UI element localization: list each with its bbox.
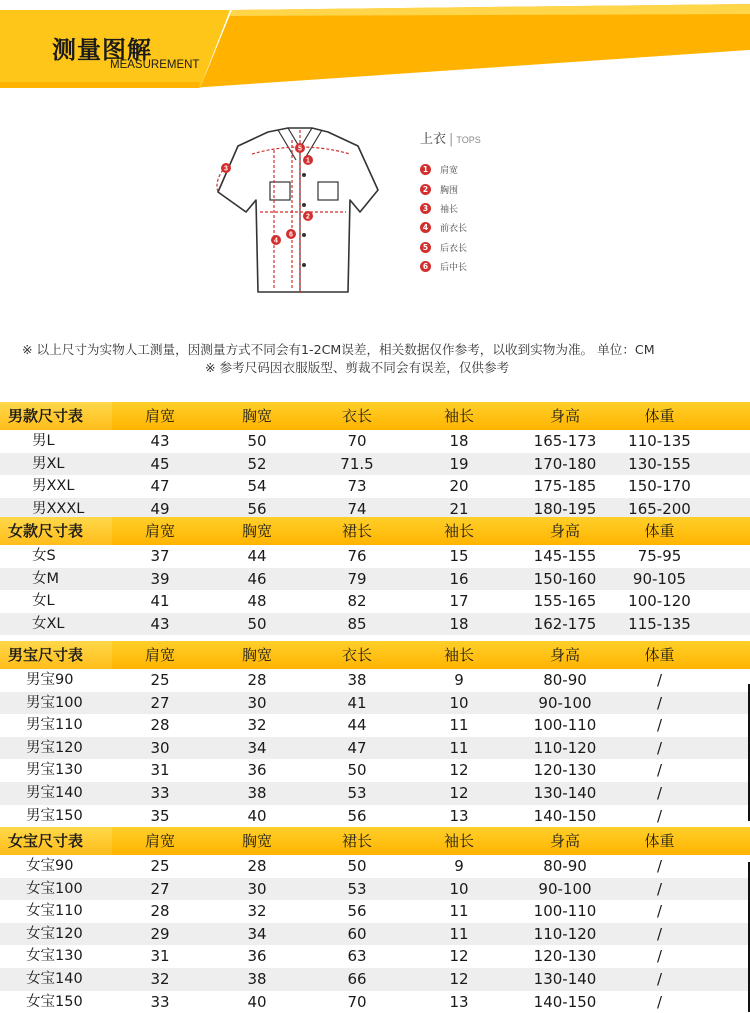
table-cell: 32 [247,902,267,921]
table-cell: / [656,806,663,825]
table-cell: 90-100 [538,693,592,712]
table-cell: 80-90 [543,671,587,689]
table-cell: 11 [449,924,469,943]
size-label: 女S [32,548,56,564]
table-cell: / [656,879,663,898]
column-header: 身高 [549,832,580,850]
column-header: 肩宽 [144,407,175,425]
table-cell: 120-130 [533,761,597,780]
table-cell: 21 [449,499,469,518]
table-cell: 18 [449,614,469,633]
table-cell: 145-155 [533,547,597,565]
legend-label: 胸围 [440,185,459,196]
table-row [0,430,750,453]
table-cell: 32 [150,969,170,988]
table-cell: 50 [247,432,267,450]
table-cell: 12 [449,761,469,780]
legend-item [420,257,540,276]
table-cell: 11 [449,716,469,735]
table-row [0,878,750,901]
table-row [0,669,750,692]
title-separator: | [449,132,454,147]
table-cell: 50 [347,761,367,780]
table-cell: 140-150 [533,806,597,825]
table-cell: 16 [449,569,469,588]
measurement-legend [420,160,540,276]
size-label: 男宝120 [26,739,83,756]
header-banner [0,0,750,88]
table-cell: 60 [347,924,367,943]
svg-text:3: 3 [224,165,228,173]
size-label: 男宝130 [26,762,83,779]
table-cell: 31 [150,947,170,966]
table-cell: 170-180 [533,454,597,473]
table-cell: 56 [347,902,367,921]
table-cell: 46 [247,569,267,588]
column-header: 体重 [644,832,675,850]
table-cell: 70 [347,992,367,1011]
table-cell: 15 [449,547,469,565]
table-row [0,737,750,760]
legend-label: 后衣长 [440,243,468,254]
legend-item [420,238,540,257]
table-cell: 110-135 [628,432,691,450]
table-cell: 9 [454,857,464,875]
svg-text:1: 1 [306,157,310,165]
table-header [0,827,750,855]
legend-number: 3 [420,203,431,214]
table-row [0,923,750,946]
legend-item [420,160,540,179]
table-cell: 47 [347,738,367,757]
table-cell: / [656,969,663,988]
table-cell: / [656,738,663,757]
size-label: 男L [32,433,55,449]
table-cell: 39 [150,569,170,588]
table-cell: 17 [449,592,469,610]
table-cell: / [656,924,663,943]
diagram-title [420,128,481,147]
table-cell: 33 [150,783,170,802]
legend-item [420,199,540,218]
table-cell: 36 [247,947,267,966]
table-cell: 49 [150,499,170,518]
table-cell: 150-160 [533,569,597,588]
svg-text:6: 6 [289,231,293,239]
table-cell: 10 [449,693,469,712]
table-title: 男款尺寸表 [0,402,112,430]
table-cell: 180-195 [533,499,597,518]
size-label: 女L [32,593,55,609]
table-cell: 120-130 [533,947,597,966]
size-label: 女宝90 [26,858,74,874]
column-header: 肩宽 [144,832,175,850]
table-cell: 48 [247,592,267,610]
table-cell: 28 [150,716,170,735]
size-label: 男宝90 [26,672,74,688]
table-cell: 27 [150,693,170,712]
table-cell: 12 [449,783,469,802]
page-subtitle: MEASUREMENT [110,59,200,71]
table-row [0,855,750,878]
table-cell: 44 [347,716,367,735]
size-label: 男宝110 [26,717,83,734]
table-cell: 28 [150,902,170,921]
table-cell: 53 [347,879,367,898]
column-header: 身高 [549,522,580,540]
table-cell: 175-185 [533,477,597,495]
svg-text:4: 4 [274,237,278,245]
column-header: 胸宽 [241,646,272,664]
table-header [0,402,750,430]
size-table [0,827,750,1013]
table-cell: 70 [347,432,367,450]
column-header: 衣长 [341,646,372,664]
table-cell: 38 [247,783,267,802]
table-cell: 130-140 [533,969,597,988]
shirt-diagram [200,120,380,305]
table-cell: 12 [449,947,469,966]
table-cell: / [656,947,663,966]
table-cell: 100-120 [628,592,691,610]
table-row [0,692,750,715]
table-cell: 34 [247,738,267,757]
table-cell: 71.5 [340,454,374,473]
table-cell: 155-165 [533,592,597,610]
table-row [0,590,750,613]
table-cell: 28 [247,671,267,689]
table-header [0,641,750,669]
table-cell: 54 [247,477,267,495]
size-label: 女宝110 [26,903,83,920]
size-label: 男XXL [32,478,75,494]
table-cell: 110-120 [533,738,597,757]
table-cell: 41 [347,693,367,712]
table-cell: 30 [247,693,267,712]
table-cell: 76 [347,547,367,565]
legend-label: 前衣长 [440,224,468,235]
legend-label: 肩宽 [440,166,459,177]
table-cell: 30 [247,879,267,898]
column-header: 袖长 [443,832,474,850]
column-header: 袖长 [443,522,474,540]
table-row [0,991,750,1013]
table-header [0,517,750,545]
table-cell: 130-155 [628,454,691,473]
table-row [0,568,750,591]
column-header: 肩宽 [144,646,175,664]
table-cell: 36 [247,761,267,780]
table-cell: 10 [449,879,469,898]
table-cell: 40 [247,992,267,1011]
size-label: 女宝130 [26,948,83,965]
table-cell: 79 [347,569,367,588]
table-cell: / [656,992,663,1011]
legend-number: 4 [420,222,431,233]
legend-label: 后中长 [440,263,468,274]
page-title: 测量图解 [52,36,152,64]
legend-number: 1 [420,164,431,175]
table-row [0,714,750,737]
size-label: 女宝120 [26,925,83,942]
table-cell: 13 [449,806,469,825]
column-header: 肩宽 [144,522,175,540]
table-row [0,900,750,923]
table-cell: / [656,716,663,735]
table-cell: 43 [150,432,170,450]
diagram-title-cn: 上衣 [420,132,447,147]
size-label: 女宝150 [26,993,83,1010]
table-cell: 66 [347,969,367,988]
column-header: 胸宽 [241,407,272,425]
table-cell: 27 [150,879,170,898]
table-cell: / [656,693,663,712]
table-cell: 140-150 [533,992,597,1011]
table-cell: 35 [150,806,170,825]
column-header: 体重 [644,646,675,664]
size-table [0,517,750,635]
table-cell: 28 [247,857,267,875]
table-cell: 30 [150,738,170,757]
table-row [0,945,750,968]
legend-item [420,218,540,237]
table-cell: 75-95 [637,547,682,565]
table-cell: 130-140 [533,783,597,802]
table-cell: 38 [247,969,267,988]
table-cell: 38 [347,671,367,689]
table-cell: 33 [150,992,170,1011]
table-cell: 25 [150,857,170,875]
table-cell: 29 [150,924,170,943]
table-cell: 40 [247,806,267,825]
table-cell: / [656,671,663,689]
column-header: 袖长 [443,407,474,425]
table-cell: 12 [449,969,469,988]
table-cell: 25 [150,671,170,689]
table-row [0,782,750,805]
table-cell: 44 [247,547,267,565]
size-label: 女宝100 [26,880,83,897]
measurement-note: ※ 以上尺寸为实物人工测量，因测量方式不同会有1-2CM误差，相关数据仅作参考，以收到实物为准。 单位：CM [22,342,655,357]
size-table [0,402,750,520]
column-header: 身高 [549,646,580,664]
column-header: 裙长 [341,832,372,850]
table-row [0,968,750,991]
table-cell: 52 [247,454,267,473]
legend-number: 6 [420,261,431,272]
table-cell: 11 [449,902,469,921]
table-cell: 115-135 [628,614,691,633]
legend-number: 5 [420,242,431,253]
table-cell: 18 [449,432,469,450]
size-note: ※ 参考尺码因衣服版型、剪裁不同会有误差，仅供参考 [205,360,510,375]
size-label: 女宝140 [26,970,83,987]
svg-text:2: 2 [306,213,310,221]
size-table [0,641,750,827]
table-cell: 80-90 [543,857,587,875]
table-cell: 19 [449,454,469,473]
table-cell: / [656,857,663,875]
table-row [0,475,750,498]
table-cell: 53 [347,783,367,802]
table-cell: 41 [150,592,170,610]
size-label: 男宝100 [26,694,83,711]
table-cell: 90-105 [632,569,687,588]
table-cell: 74 [347,499,367,518]
table-cell: 150-170 [628,477,691,495]
table-cell: 63 [347,947,367,966]
column-header: 体重 [644,522,675,540]
table-cell: 90-100 [538,879,592,898]
legend-item [420,179,540,198]
table-cell: 37 [150,547,170,565]
column-header: 袖长 [443,646,474,664]
table-cell: 32 [247,716,267,735]
table-cell: / [656,761,663,780]
table-cell: 110-120 [533,924,597,943]
table-cell: 11 [449,738,469,757]
table-title: 女宝尺寸表 [0,827,112,855]
table-cell: / [656,783,663,802]
table-cell: 45 [150,454,170,473]
table-row [0,545,750,568]
table-cell: 31 [150,761,170,780]
size-label: 男XL [32,455,65,472]
table-title: 女款尺寸表 [0,517,112,545]
column-header: 衣长 [341,407,372,425]
column-header: 胸宽 [241,832,272,850]
table-row [0,805,750,828]
table-cell: 50 [247,614,267,633]
table-cell: 165-173 [533,432,597,450]
table-cell: 165-200 [628,499,691,518]
legend-label: 袖长 [440,204,459,215]
table-cell: 9 [454,671,464,689]
table-cell: 162-175 [533,614,597,633]
table-cell: 100-110 [533,902,597,921]
table-cell: 82 [347,592,367,610]
table-cell: 100-110 [533,716,597,735]
size-label: 男宝150 [26,807,83,824]
table-cell: 50 [347,857,367,875]
table-row [0,453,750,476]
table-cell: 43 [150,614,170,633]
table-cell: 20 [449,477,469,495]
svg-text:5: 5 [298,145,302,153]
table-cell: 56 [247,499,267,518]
column-header: 体重 [644,407,675,425]
size-label: 女M [32,570,60,587]
table-cell: 73 [347,477,367,495]
size-label: 男宝140 [26,784,83,801]
column-header: 裙长 [341,522,372,540]
diagram-title-en: TOPS [456,135,481,145]
table-cell: 85 [347,614,367,633]
legend-number: 2 [420,184,431,195]
table-cell: 13 [449,992,469,1011]
size-label: 男XXXL [32,500,85,517]
table-cell: 56 [347,806,367,825]
table-title: 男宝尺寸表 [0,641,112,669]
table-row [0,759,750,782]
table-cell: / [656,902,663,921]
table-cell: 34 [247,924,267,943]
table-row [0,613,750,636]
size-label: 女XL [32,615,65,632]
column-header: 胸宽 [241,522,272,540]
column-header: 身高 [549,407,580,425]
table-cell: 47 [150,477,170,495]
